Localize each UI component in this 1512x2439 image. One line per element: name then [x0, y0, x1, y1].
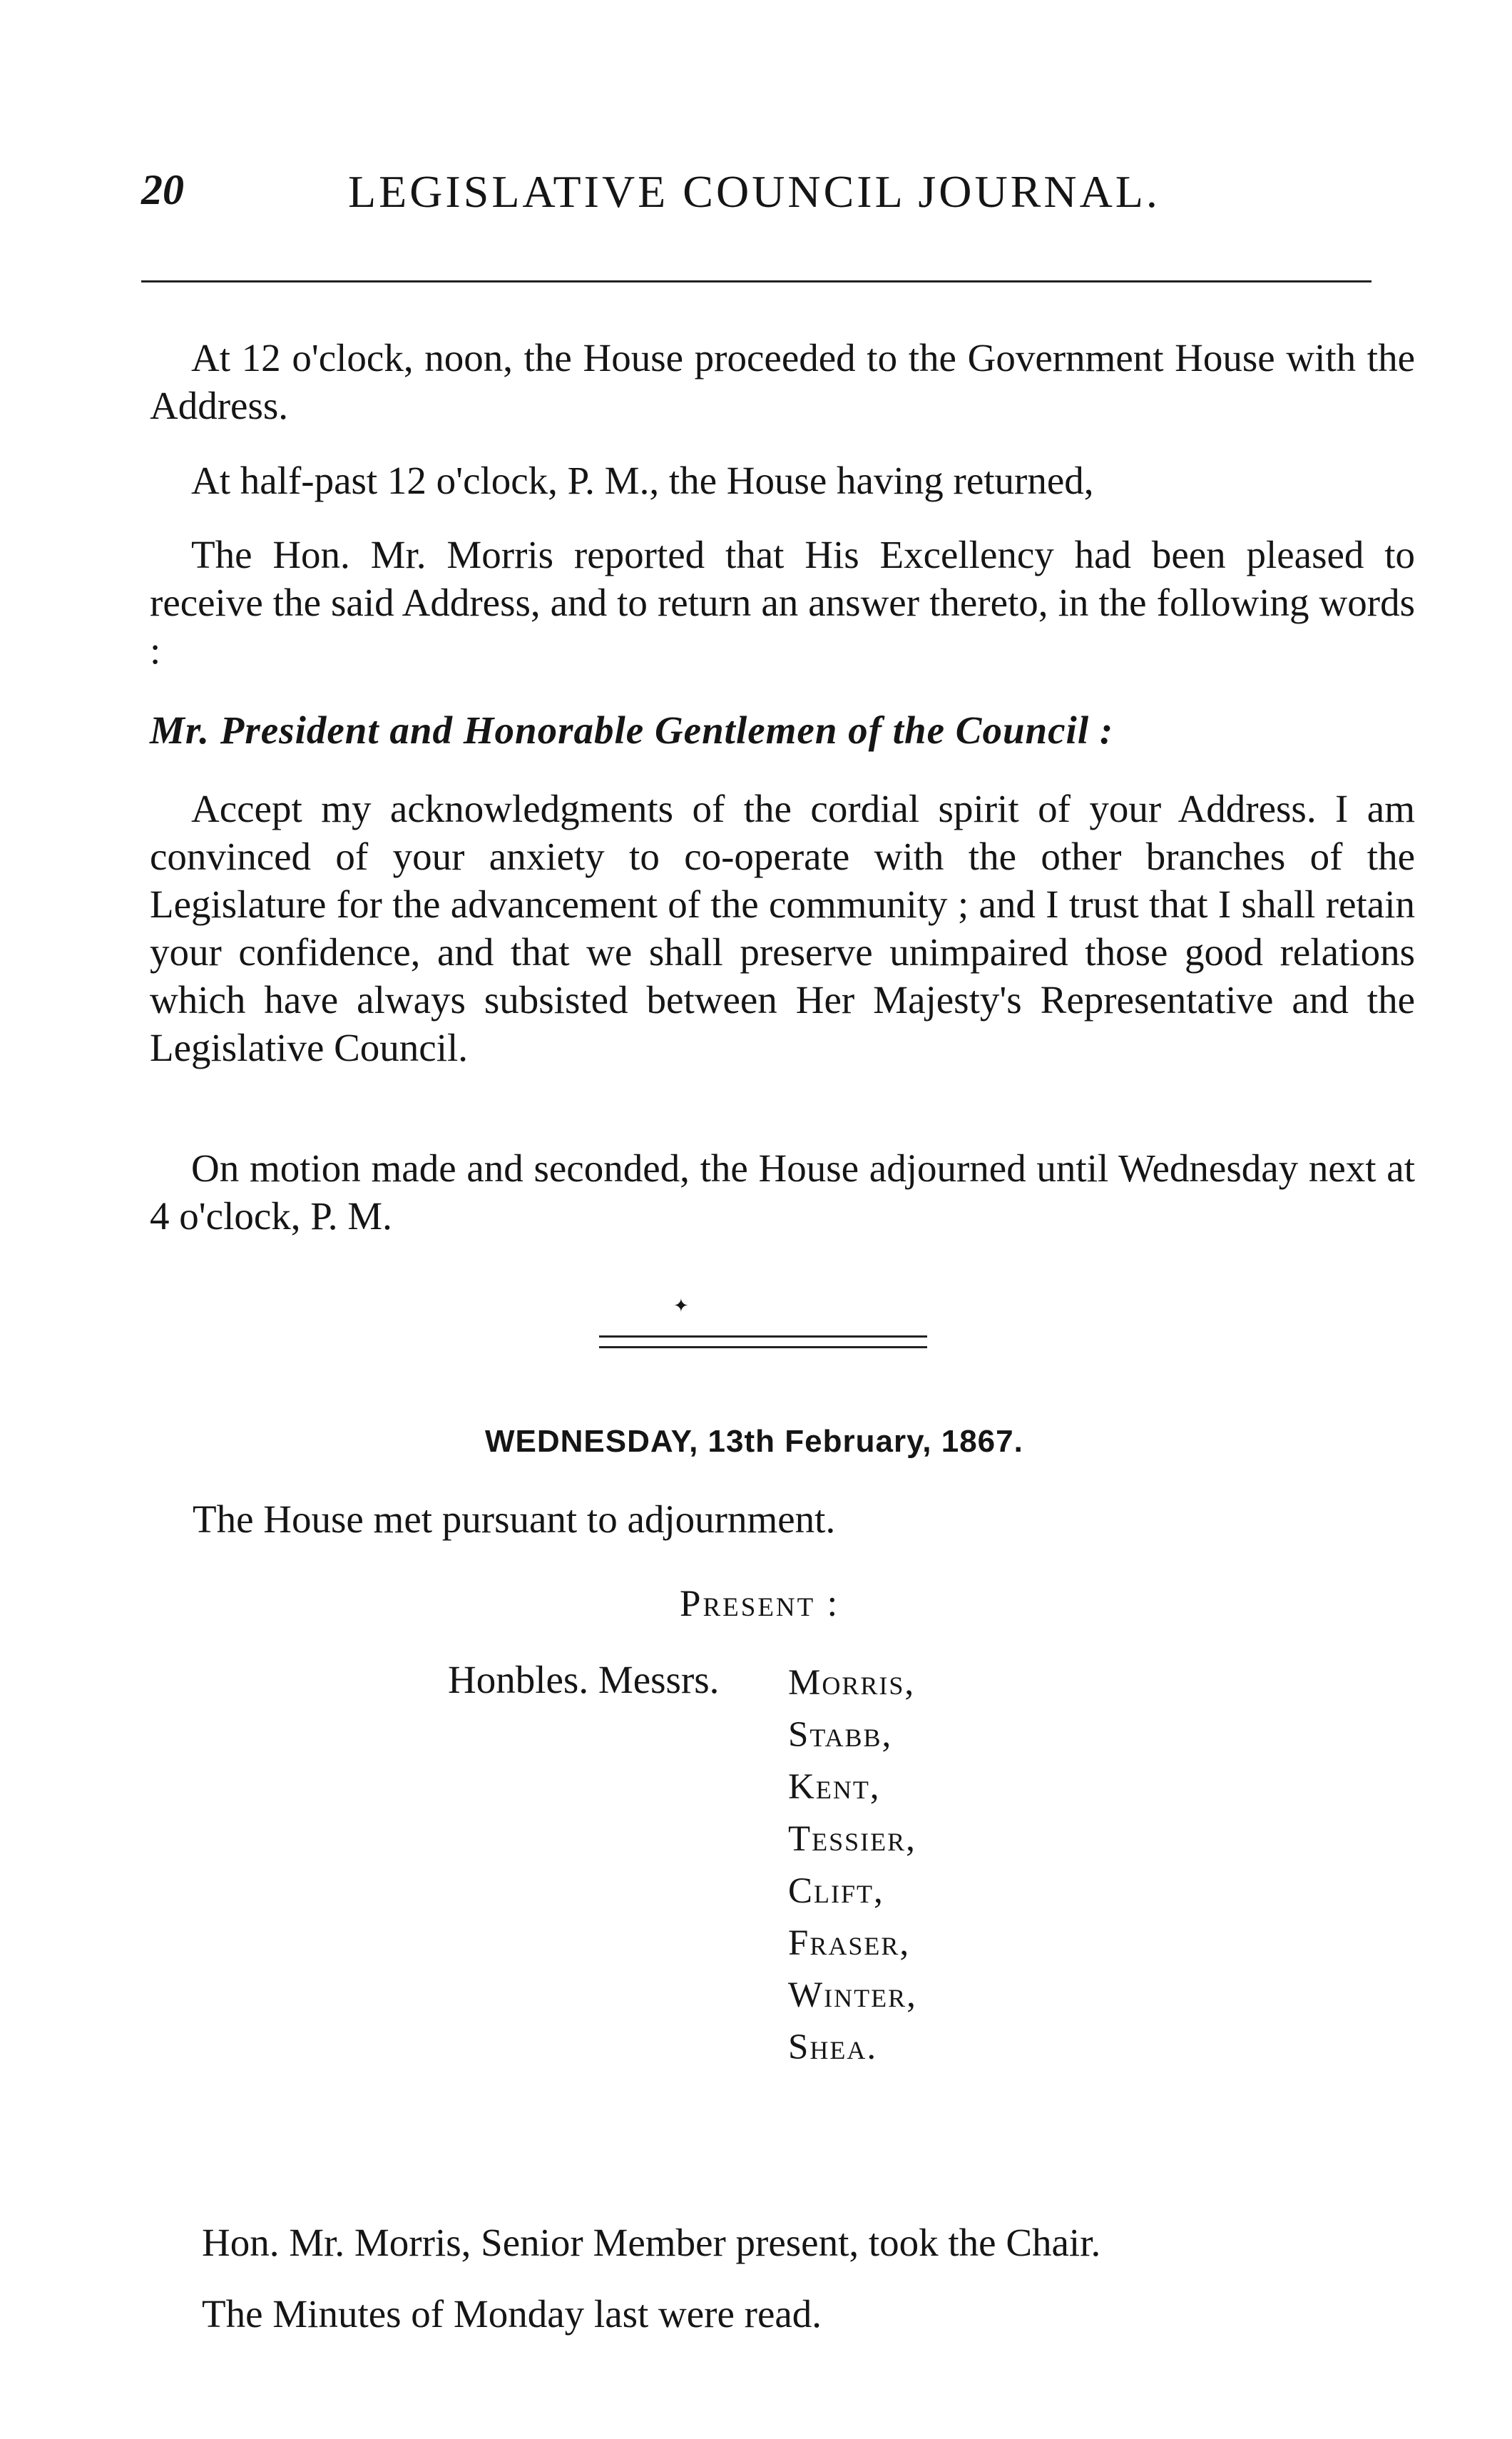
ornament-mark: ✦ — [673, 1295, 689, 1316]
member-name: Kent, — [788, 1767, 881, 1807]
member-name: Shea. — [788, 2027, 878, 2067]
journal-title: LEGISLATIVE COUNCIL JOURNAL. — [348, 166, 1160, 217]
member-name: Fraser, — [788, 1923, 911, 1963]
member-name: Morris, — [788, 1663, 916, 1703]
members-list — [788, 1657, 917, 2074]
member-name: Winter, — [788, 1975, 917, 2015]
section-divider — [599, 1335, 927, 1338]
session-date: WEDNESDAY, 13th February, 1867. — [485, 1424, 1023, 1459]
present-heading: Present : — [680, 1583, 840, 1624]
header-rule — [141, 280, 1371, 282]
address-salutation: Mr. President and Honorable Gentlemen of the Council : — [150, 708, 1114, 752]
paragraph-returned: At half-past 12 o'clock, P. M., the House having returned, — [191, 459, 1094, 502]
paragraph-proceeded: At 12 o'clock, noon, the House proceeded to the Government House with the Address. — [150, 336, 1415, 427]
member-name: Clift, — [788, 1871, 884, 1911]
honbles-label: Honbles. Messrs. — [448, 1658, 720, 1701]
chair-statement: Hon. Mr. Morris, Senior Member present, took the Chair. — [202, 2221, 1101, 2264]
member-name: Stabb, — [788, 1715, 893, 1755]
met-statement: The House met pursuant to adjournment. — [193, 1497, 836, 1541]
paragraph-reply: Accept my acknowledgments of the cordial spirit of your Address. I am convinced of your anxiety to co-operate with the other branches of the Legislature for the advancement of the community ; and I trust that I shall retain your confidence, and that we shall preserve unimpaired those good relations which have always subsisted between Her Majesty's Representative and the Legislative Council. — [150, 787, 1415, 1069]
minutes-statement: The Minutes of Monday last were read. — [202, 2292, 822, 2336]
member-name: Tessier, — [788, 1819, 916, 1859]
paragraph-reported: The Hon. Mr. Morris reported that His Excellency had been pleased to receive the said Address, and to return an answer thereto, in the following words : — [150, 533, 1415, 672]
section-divider-lower — [599, 1346, 927, 1348]
page-number: 20 — [141, 166, 184, 213]
paragraph-adjourned: On motion made and seconded, the House adjourned until Wednesday next at 4 o'clock, P. M. — [150, 1146, 1415, 1238]
running-head — [141, 166, 1404, 230]
